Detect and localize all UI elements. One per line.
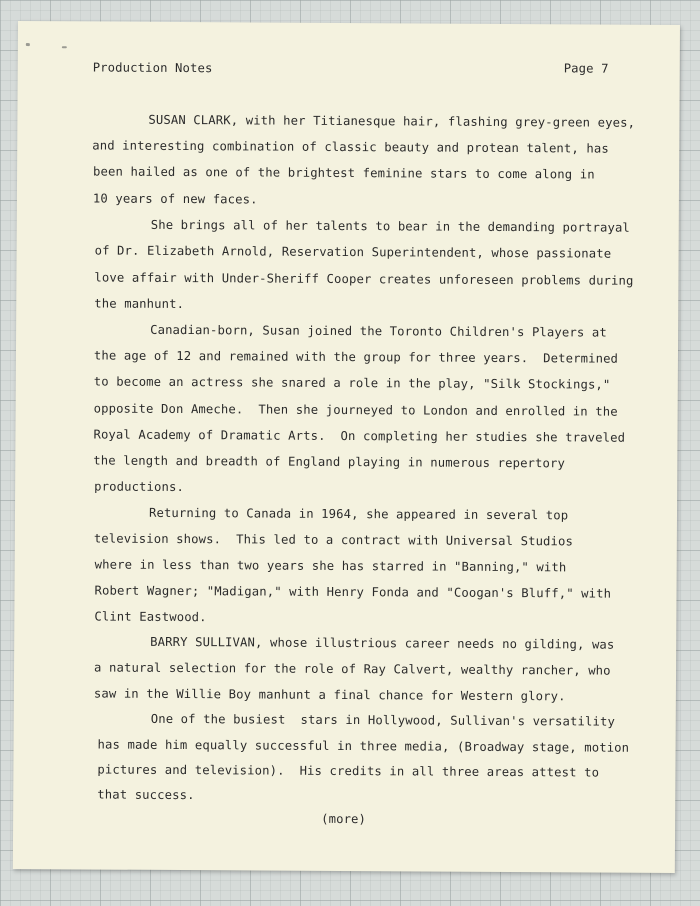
continuation-marker: (more) — [321, 811, 367, 827]
text-line: One of the busiest stars in Hollywood, Sullivan's versatility — [150, 711, 616, 729]
text-line: saw in the Willie Boy manhunt a final chance for Western glory. — [93, 686, 566, 704]
text-line: Clint Eastwood. — [94, 609, 207, 625]
text-line: pictures and television). His credits in all three areas attest to — [97, 762, 600, 780]
text-line: the length and breadth of England playing in numerous repertory — [93, 453, 566, 471]
typed-page — [13, 21, 680, 873]
text-line: the manhunt. — [94, 296, 185, 312]
text-line: television shows. This led to a contract with Universal Studios — [93, 531, 574, 549]
text-line: She brings all of her talents to bear in the demanding portrayal — [150, 217, 630, 235]
text-line: SUSAN CLARK, with her Titianesque hair, flashing grey-green eyes, — [148, 112, 636, 130]
header-title: Production Notes — [92, 60, 213, 76]
text-line: love affair with Under-Sheriff Cooper creates unforeseen problems during — [94, 270, 634, 288]
text-line: 10 years of new faces. — [92, 191, 258, 207]
text-line: been hailed as one of the brightest feminine stars to come along in — [93, 164, 595, 182]
text-line: that success. — [97, 787, 195, 803]
text-line: where in less than two years she has starred in "Banning," with — [94, 557, 567, 575]
text-line: a natural selection for the role of Ray Calvert, wealthy rancher, who — [94, 660, 611, 678]
text-line: opposite Don Ameche. Then she journeyed to London and enrolled in the — [93, 401, 618, 419]
text-line: productions. — [94, 479, 185, 495]
text-line: BARRY SULLIVAN, whose illustrious career needs no gilding, was — [150, 634, 615, 652]
staple-mark — [26, 43, 30, 46]
text-line: Royal Academy of Dramatic Arts. On completing her studies she traveled — [93, 427, 626, 445]
text-line: the age of 12 and remained with the group for three years. Determined — [93, 348, 619, 366]
text-line: to become an actress she snared a role in the play, "Silk Stockings," — [93, 374, 611, 392]
staple-mark — [62, 46, 67, 48]
text-line: Returning to Canada in 1964, she appeared in several top — [148, 505, 569, 523]
text-line: Robert Wagner; "Madigan," with Henry Fonda and "Coogan's Bluff," with — [94, 583, 612, 601]
text-line: Canadian-born, Susan joined the Toronto Children's Players at — [150, 322, 607, 340]
text-line: and interesting combination of classic beauty and protean talent, has — [92, 138, 609, 156]
page-number: Page 7 — [563, 61, 609, 76]
text-line: has made him equally successful in three media, (Broadway stage, motion — [97, 737, 630, 755]
text-line: of Dr. Elizabeth Arnold, Reservation Superintendent, whose passionate — [94, 243, 612, 261]
